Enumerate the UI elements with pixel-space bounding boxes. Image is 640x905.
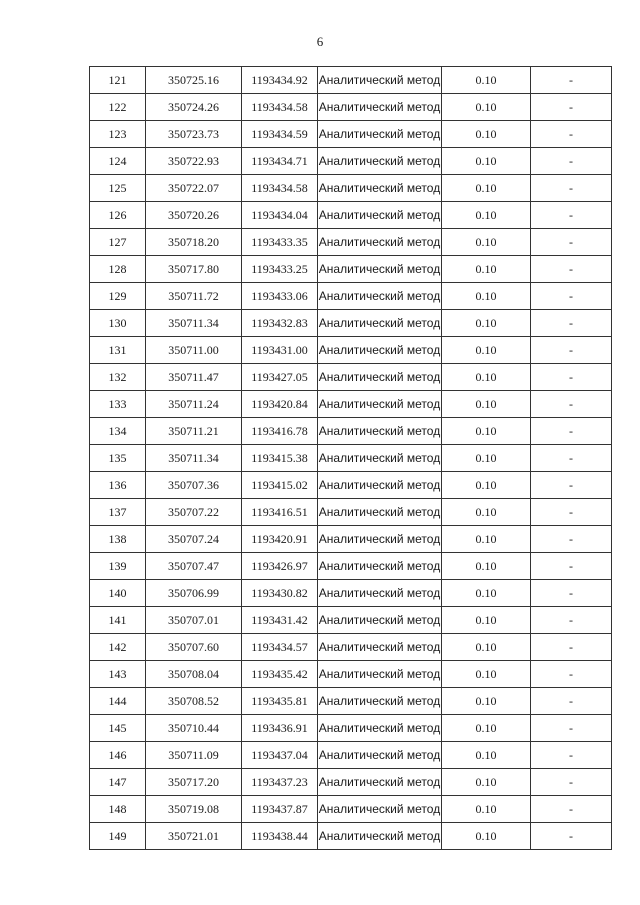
point-number-cell: 133 bbox=[90, 391, 146, 418]
point-number-cell: 121 bbox=[90, 67, 146, 94]
description-cell: - bbox=[531, 715, 612, 742]
method-cell: Аналитический метод bbox=[318, 94, 442, 121]
description-cell: - bbox=[531, 742, 612, 769]
table-row bbox=[90, 229, 612, 256]
y-coordinate-cell: 1193438.44 bbox=[242, 823, 318, 850]
x-coordinate-cell: 350724.26 bbox=[146, 94, 242, 121]
x-coordinate-cell: 350710.44 bbox=[146, 715, 242, 742]
point-number-cell: 137 bbox=[90, 499, 146, 526]
point-number-cell: 146 bbox=[90, 742, 146, 769]
description-cell: - bbox=[531, 472, 612, 499]
table-row bbox=[90, 67, 612, 94]
y-coordinate-cell: 1193431.00 bbox=[242, 337, 318, 364]
method-cell: Аналитический метод bbox=[318, 634, 442, 661]
table-row bbox=[90, 769, 612, 796]
method-cell: Аналитический метод bbox=[318, 67, 442, 94]
x-coordinate-cell: 350717.20 bbox=[146, 769, 242, 796]
description-cell: - bbox=[531, 310, 612, 337]
method-cell: Аналитический метод bbox=[318, 661, 442, 688]
accuracy-cell: 0.10 bbox=[442, 526, 531, 553]
description-cell: - bbox=[531, 553, 612, 580]
method-cell: Аналитический метод bbox=[318, 769, 442, 796]
point-number-cell: 128 bbox=[90, 256, 146, 283]
method-cell: Аналитический метод bbox=[318, 202, 442, 229]
y-coordinate-cell: 1193416.51 bbox=[242, 499, 318, 526]
y-coordinate-cell: 1193415.38 bbox=[242, 445, 318, 472]
y-coordinate-cell: 1193437.04 bbox=[242, 742, 318, 769]
accuracy-cell: 0.10 bbox=[442, 202, 531, 229]
point-number-cell: 127 bbox=[90, 229, 146, 256]
x-coordinate-cell: 350717.80 bbox=[146, 256, 242, 283]
method-cell: Аналитический метод bbox=[318, 175, 442, 202]
accuracy-cell: 0.10 bbox=[442, 283, 531, 310]
table-row bbox=[90, 715, 612, 742]
accuracy-cell: 0.10 bbox=[442, 256, 531, 283]
accuracy-cell: 0.10 bbox=[442, 769, 531, 796]
accuracy-cell: 0.10 bbox=[442, 580, 531, 607]
x-coordinate-cell: 350706.99 bbox=[146, 580, 242, 607]
x-coordinate-cell: 350711.21 bbox=[146, 418, 242, 445]
accuracy-cell: 0.10 bbox=[442, 688, 531, 715]
accuracy-cell: 0.10 bbox=[442, 499, 531, 526]
y-coordinate-cell: 1193433.35 bbox=[242, 229, 318, 256]
accuracy-cell: 0.10 bbox=[442, 337, 531, 364]
description-cell: - bbox=[531, 499, 612, 526]
method-cell: Аналитический метод bbox=[318, 364, 442, 391]
y-coordinate-cell: 1193427.05 bbox=[242, 364, 318, 391]
x-coordinate-cell: 350720.26 bbox=[146, 202, 242, 229]
method-cell: Аналитический метод bbox=[318, 445, 442, 472]
table-row bbox=[90, 256, 612, 283]
table-row bbox=[90, 634, 612, 661]
x-coordinate-cell: 350711.00 bbox=[146, 337, 242, 364]
table-row bbox=[90, 121, 612, 148]
method-cell: Аналитический метод bbox=[318, 499, 442, 526]
accuracy-cell: 0.10 bbox=[442, 742, 531, 769]
table-row bbox=[90, 688, 612, 715]
accuracy-cell: 0.10 bbox=[442, 175, 531, 202]
y-coordinate-cell: 1193430.82 bbox=[242, 580, 318, 607]
table-row bbox=[90, 526, 612, 553]
table-row bbox=[90, 310, 612, 337]
point-number-cell: 136 bbox=[90, 472, 146, 499]
y-coordinate-cell: 1193420.84 bbox=[242, 391, 318, 418]
y-coordinate-cell: 1193434.58 bbox=[242, 94, 318, 121]
point-number-cell: 122 bbox=[90, 94, 146, 121]
x-coordinate-cell: 350708.04 bbox=[146, 661, 242, 688]
x-coordinate-cell: 350707.22 bbox=[146, 499, 242, 526]
y-coordinate-cell: 1193435.81 bbox=[242, 688, 318, 715]
x-coordinate-cell: 350711.34 bbox=[146, 310, 242, 337]
point-number-cell: 142 bbox=[90, 634, 146, 661]
x-coordinate-cell: 350721.01 bbox=[146, 823, 242, 850]
y-coordinate-cell: 1193436.91 bbox=[242, 715, 318, 742]
point-number-cell: 139 bbox=[90, 553, 146, 580]
table-row bbox=[90, 472, 612, 499]
method-cell: Аналитический метод bbox=[318, 526, 442, 553]
y-coordinate-cell: 1193415.02 bbox=[242, 472, 318, 499]
y-coordinate-cell: 1193437.87 bbox=[242, 796, 318, 823]
coordinates-table bbox=[89, 66, 612, 850]
table-row bbox=[90, 391, 612, 418]
point-number-cell: 148 bbox=[90, 796, 146, 823]
point-number-cell: 132 bbox=[90, 364, 146, 391]
accuracy-cell: 0.10 bbox=[442, 472, 531, 499]
method-cell: Аналитический метод bbox=[318, 229, 442, 256]
description-cell: - bbox=[531, 634, 612, 661]
y-coordinate-cell: 1193434.59 bbox=[242, 121, 318, 148]
method-cell: Аналитический метод bbox=[318, 310, 442, 337]
accuracy-cell: 0.10 bbox=[442, 607, 531, 634]
table-row bbox=[90, 445, 612, 472]
table-row bbox=[90, 202, 612, 229]
table-row bbox=[90, 553, 612, 580]
table-row bbox=[90, 580, 612, 607]
description-cell: - bbox=[531, 526, 612, 553]
x-coordinate-cell: 350711.72 bbox=[146, 283, 242, 310]
description-cell: - bbox=[531, 364, 612, 391]
table-row bbox=[90, 796, 612, 823]
description-cell: - bbox=[531, 688, 612, 715]
y-coordinate-cell: 1193433.06 bbox=[242, 283, 318, 310]
point-number-cell: 131 bbox=[90, 337, 146, 364]
x-coordinate-cell: 350707.01 bbox=[146, 607, 242, 634]
y-coordinate-cell: 1193431.42 bbox=[242, 607, 318, 634]
point-number-cell: 135 bbox=[90, 445, 146, 472]
point-number-cell: 144 bbox=[90, 688, 146, 715]
description-cell: - bbox=[531, 283, 612, 310]
x-coordinate-cell: 350708.52 bbox=[146, 688, 242, 715]
y-coordinate-cell: 1193434.57 bbox=[242, 634, 318, 661]
description-cell: - bbox=[531, 391, 612, 418]
point-number-cell: 123 bbox=[90, 121, 146, 148]
table-row bbox=[90, 148, 612, 175]
method-cell: Аналитический метод bbox=[318, 607, 442, 634]
accuracy-cell: 0.10 bbox=[442, 445, 531, 472]
method-cell: Аналитический метод bbox=[318, 553, 442, 580]
accuracy-cell: 0.10 bbox=[442, 364, 531, 391]
description-cell: - bbox=[531, 769, 612, 796]
accuracy-cell: 0.10 bbox=[442, 94, 531, 121]
x-coordinate-cell: 350725.16 bbox=[146, 67, 242, 94]
description-cell: - bbox=[531, 121, 612, 148]
accuracy-cell: 0.10 bbox=[442, 121, 531, 148]
y-coordinate-cell: 1193434.04 bbox=[242, 202, 318, 229]
method-cell: Аналитический метод bbox=[318, 688, 442, 715]
accuracy-cell: 0.10 bbox=[442, 310, 531, 337]
method-cell: Аналитический метод bbox=[318, 796, 442, 823]
x-coordinate-cell: 350707.36 bbox=[146, 472, 242, 499]
table-row bbox=[90, 661, 612, 688]
page-number: 6 bbox=[316, 34, 324, 49]
y-coordinate-cell: 1193435.42 bbox=[242, 661, 318, 688]
x-coordinate-cell: 350711.34 bbox=[146, 445, 242, 472]
description-cell: - bbox=[531, 256, 612, 283]
y-coordinate-cell: 1193434.92 bbox=[242, 67, 318, 94]
description-cell: - bbox=[531, 796, 612, 823]
table-row bbox=[90, 337, 612, 364]
y-coordinate-cell: 1193437.23 bbox=[242, 769, 318, 796]
y-coordinate-cell: 1193432.83 bbox=[242, 310, 318, 337]
x-coordinate-cell: 350707.24 bbox=[146, 526, 242, 553]
method-cell: Аналитический метод bbox=[318, 715, 442, 742]
method-cell: Аналитический метод bbox=[318, 742, 442, 769]
x-coordinate-cell: 350719.08 bbox=[146, 796, 242, 823]
y-coordinate-cell: 1193434.71 bbox=[242, 148, 318, 175]
x-coordinate-cell: 350722.07 bbox=[146, 175, 242, 202]
x-coordinate-cell: 350711.24 bbox=[146, 391, 242, 418]
point-number-cell: 147 bbox=[90, 769, 146, 796]
accuracy-cell: 0.10 bbox=[442, 148, 531, 175]
method-cell: Аналитический метод bbox=[318, 256, 442, 283]
table-row bbox=[90, 823, 612, 850]
x-coordinate-cell: 350711.09 bbox=[146, 742, 242, 769]
point-number-cell: 140 bbox=[90, 580, 146, 607]
accuracy-cell: 0.10 bbox=[442, 391, 531, 418]
x-coordinate-cell: 350711.47 bbox=[146, 364, 242, 391]
point-number-cell: 125 bbox=[90, 175, 146, 202]
point-number-cell: 124 bbox=[90, 148, 146, 175]
method-cell: Аналитический метод bbox=[318, 580, 442, 607]
description-cell: - bbox=[531, 94, 612, 121]
point-number-cell: 143 bbox=[90, 661, 146, 688]
y-coordinate-cell: 1193433.25 bbox=[242, 256, 318, 283]
point-number-cell: 130 bbox=[90, 310, 146, 337]
description-cell: - bbox=[531, 337, 612, 364]
description-cell: - bbox=[531, 607, 612, 634]
x-coordinate-cell: 350722.93 bbox=[146, 148, 242, 175]
description-cell: - bbox=[531, 67, 612, 94]
accuracy-cell: 0.10 bbox=[442, 553, 531, 580]
x-coordinate-cell: 350723.73 bbox=[146, 121, 242, 148]
description-cell: - bbox=[531, 823, 612, 850]
description-cell: - bbox=[531, 580, 612, 607]
accuracy-cell: 0.10 bbox=[442, 229, 531, 256]
method-cell: Аналитический метод bbox=[318, 121, 442, 148]
method-cell: Аналитический метод bbox=[318, 148, 442, 175]
description-cell: - bbox=[531, 418, 612, 445]
method-cell: Аналитический метод bbox=[318, 283, 442, 310]
table-row bbox=[90, 364, 612, 391]
method-cell: Аналитический метод bbox=[318, 823, 442, 850]
x-coordinate-cell: 350707.47 bbox=[146, 553, 242, 580]
y-coordinate-cell: 1193420.91 bbox=[242, 526, 318, 553]
point-number-cell: 126 bbox=[90, 202, 146, 229]
description-cell: - bbox=[531, 148, 612, 175]
description-cell: - bbox=[531, 661, 612, 688]
method-cell: Аналитический метод bbox=[318, 337, 442, 364]
accuracy-cell: 0.10 bbox=[442, 823, 531, 850]
x-coordinate-cell: 350718.20 bbox=[146, 229, 242, 256]
point-number-cell: 141 bbox=[90, 607, 146, 634]
accuracy-cell: 0.10 bbox=[442, 67, 531, 94]
table-row bbox=[90, 742, 612, 769]
y-coordinate-cell: 1193416.78 bbox=[242, 418, 318, 445]
method-cell: Аналитический метод bbox=[318, 391, 442, 418]
accuracy-cell: 0.10 bbox=[442, 634, 531, 661]
y-coordinate-cell: 1193426.97 bbox=[242, 553, 318, 580]
coordinates-table-body bbox=[90, 67, 612, 850]
table-row bbox=[90, 94, 612, 121]
table-row bbox=[90, 283, 612, 310]
point-number-cell: 129 bbox=[90, 283, 146, 310]
table-row bbox=[90, 418, 612, 445]
description-cell: - bbox=[531, 202, 612, 229]
point-number-cell: 145 bbox=[90, 715, 146, 742]
point-number-cell: 138 bbox=[90, 526, 146, 553]
table-row bbox=[90, 607, 612, 634]
table-row bbox=[90, 499, 612, 526]
method-cell: Аналитический метод bbox=[318, 472, 442, 499]
accuracy-cell: 0.10 bbox=[442, 715, 531, 742]
description-cell: - bbox=[531, 229, 612, 256]
x-coordinate-cell: 350707.60 bbox=[146, 634, 242, 661]
point-number-cell: 149 bbox=[90, 823, 146, 850]
y-coordinate-cell: 1193434.58 bbox=[242, 175, 318, 202]
accuracy-cell: 0.10 bbox=[442, 418, 531, 445]
point-number-cell: 134 bbox=[90, 418, 146, 445]
method-cell: Аналитический метод bbox=[318, 418, 442, 445]
description-cell: - bbox=[531, 445, 612, 472]
table-row bbox=[90, 175, 612, 202]
description-cell: - bbox=[531, 175, 612, 202]
accuracy-cell: 0.10 bbox=[442, 661, 531, 688]
accuracy-cell: 0.10 bbox=[442, 796, 531, 823]
